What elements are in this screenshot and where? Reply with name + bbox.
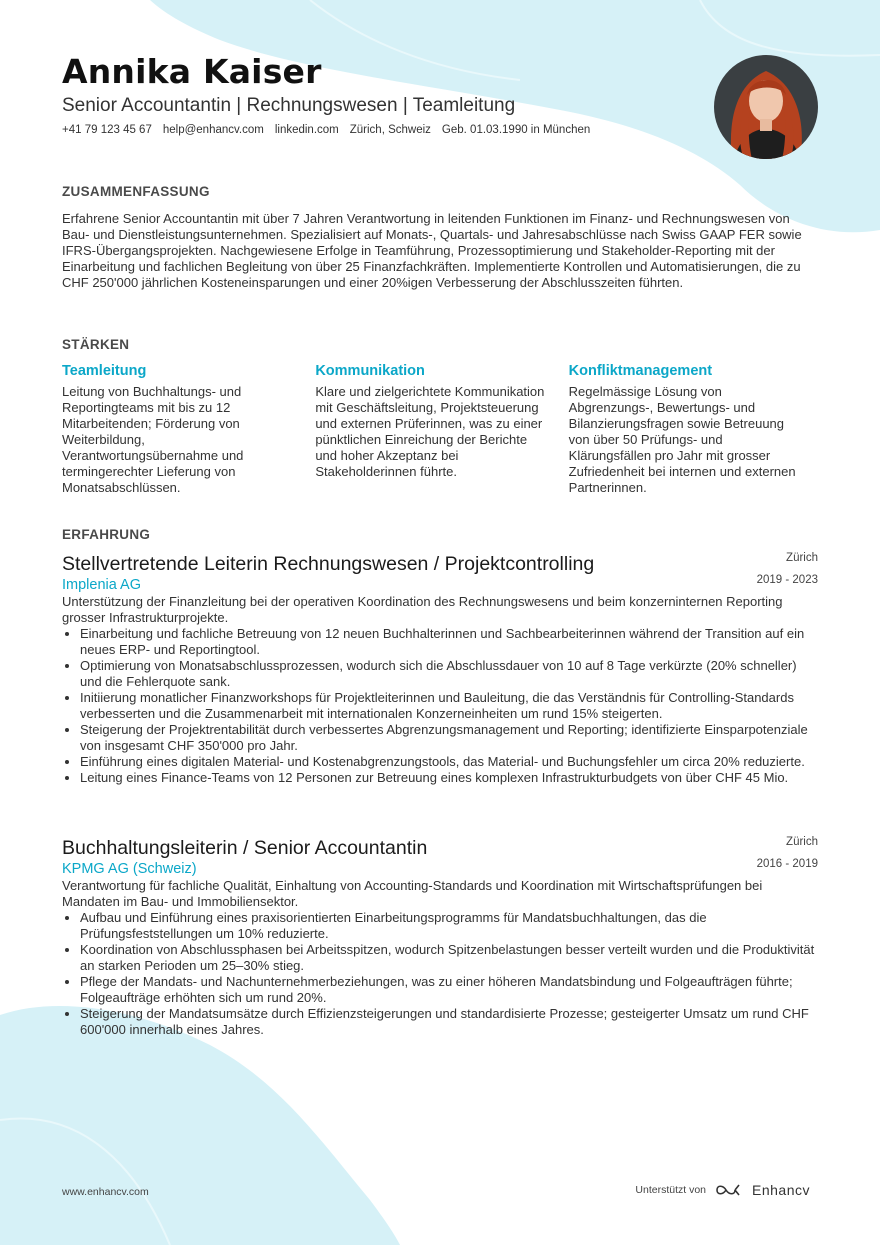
summary-title: ZUSAMMENFASSUNG [62, 184, 210, 199]
contact-email[interactable]: help@enhancv.com [162, 124, 264, 136]
job-dates: 2016 - 2019 [756, 858, 818, 870]
experience-title: ERFAHRUNG [62, 527, 151, 542]
contact-row [62, 124, 702, 136]
strength-title: Teamleitung [62, 363, 147, 379]
candidate-subtitle: Senior Accountantin | Rechnungswesen | Teamleitung [62, 95, 516, 116]
job-bullet: • Einarbeitung und fachliche Betreuung von 12 neuen Buchhalterinnen und Sachbearbeiterinnen während der Transition auf ein neues ERP- und Reportingtool. [80, 626, 820, 658]
contact-location: Zürich, Schweiz [349, 124, 431, 136]
job-title: Stellvertretende Leiterin Rechnungswesen / Projektcontrolling [62, 553, 595, 575]
strength-item [315, 362, 568, 496]
job-bullet: • Einführung eines digitalen Material- und Kostenabgrenzungstools, das Material- und Buchungsfehler um circa 20% reduzierte. [80, 754, 820, 770]
job-title: Buchhaltungsleiterin / Senior Accountantin [62, 837, 428, 859]
job-bullet: • Leitung eines Finance-Teams von 12 Personen zur Betreuung eines komplexen Infrastrukturbudgets von über CHF 45 Mio. [80, 770, 820, 786]
resume-header [62, 52, 702, 136]
strength-title: Konfliktmanagement [568, 363, 713, 379]
strength-item [569, 362, 822, 496]
job-location: Zürich [786, 552, 818, 564]
contact-birth: Geb. 01.03.1990 in München [441, 124, 591, 136]
enhancv-logo-icon [714, 1182, 744, 1198]
job-bullet: • Steigerung der Projektrentabilität durch verbessertes Abgrenzungsmanagement und Reporting; identifizierte Einsparpotenziale von insgesamt CHF 350'000 pro Jahr. [80, 722, 820, 754]
job-bullets [62, 910, 820, 1038]
job-description: Unterstützung der Finanzleitung bei der operativen Koordination des Rechnungswesens und beim konzerninternen Reporting grosser Infrastrukturprojekte. [62, 594, 783, 625]
job-location: Zürich [786, 836, 818, 848]
strength-text: Klare und zielgerichtete Kommunikation mit Geschäftsleitung, Projektsteuerung und externen Prüferinnen, was zu einer pünktlichen Einreichung der Berichte und hoher Akzeptanz bei Stakeholderinnen führte. [315, 384, 545, 479]
job-dates: 2019 - 2023 [756, 574, 818, 586]
job-company: KPMG AG (Schweiz) [62, 861, 197, 877]
brand-name[interactable]: Enhancv [752, 1182, 810, 1198]
strengths-list [62, 362, 822, 496]
avatar [714, 55, 818, 159]
strengths-section [62, 336, 820, 354]
job-bullet: • Pflege der Mandats- und Nachunternehmerbeziehungen, was zu einer höheren Mandatsbindung und Folgeaufträgen führte; Folgeaufträge erhöhten sich um rund 20%. [80, 974, 820, 1006]
strength-text: Regelmässige Lösung von Abgrenzungs-, Bewertungs- und Bilanzierungsfragen sowie Betreuung von über 50 Prüfungs- und Klärungsfällen pro Jahr mit grosser Zufriedenheit bei internen und externen Partnerinnen. [568, 384, 796, 495]
experience-section [62, 526, 820, 544]
powered-by-text: Unterstützt von [635, 1184, 707, 1196]
job-bullets [62, 626, 820, 786]
summary-text: Erfahrene Senior Accountantin mit über 7 Jahren Verantwortung in leitenden Funktionen im Finanz- und Rechnungswesen von Bau- und Dienstleistungsunternehmen. Spezialisiert auf Monats-, Quartals- und Jahresabschlüsse nach Swiss GAAP FER sowie IFRS-Übergangsprojekten. Nachgewiesene Erfolge in Teamführung, Prozessoptimierung und Stakeholder-Reporting mit der Einarbeitung und fachlichen Begleitung von über 25 Finanzfachkräften. Implementierte Kontrollen und Automatisierungen, die zu CHF 250'000 jährlichen Kosteneinsparungen und einer 20%igen Verbesserung der Abschlusszeiten führten. [62, 211, 802, 290]
strength-text: Leitung von Buchhaltungs- und Reportingteams mit bis zu 12 Mitarbeitenden; Förderung von Weiterbildung, Verantwortungsübernahme und termingerechter Lieferung von Monatsabschlüssen. [62, 384, 244, 495]
strength-item [62, 362, 315, 496]
job-bullet: • Steigerung der Mandatsumsätze durch Effizienzsteigerungen und standardisierte Prozesse; gesteigerter Umsatz um rund CHF 600'000 innerhalb eines Jahres. [80, 1006, 820, 1038]
contact-phone: +41 79 123 45 67 [62, 124, 152, 136]
job-company: Implenia AG [62, 577, 141, 593]
footer-website[interactable]: www.enhancv.com [62, 1186, 149, 1198]
job-bullet: • Aufbau und Einführung eines praxisorientierten Einarbeitungsprogramms für Mandatsbuchhaltungen, das die Prüfungsfeststellungen um 10% reduzierte. [80, 910, 820, 942]
job-entry [62, 836, 820, 1038]
footer-branding [635, 1182, 810, 1198]
job-entry [62, 552, 820, 786]
job-description: Verantwortung für fachliche Qualität, Einhaltung von Accounting-Standards und Koordination mit Wirtschaftsprüfungen bei Mandaten im Bau- und Immobiliensektor. [62, 878, 763, 909]
job-bullet: • Koordination von Abschlussphasen bei Arbeitsspitzen, wodurch Spitzenbelastungen besser verteilt wurden und die Produktivität an starken Perioden um 25–30% stieg. [80, 942, 820, 974]
summary-section [62, 183, 820, 291]
job-bullet: • Initiierung monatlicher Finanzworkshops für Projektleiterinnen und Bauleitung, die das Verständnis für Controlling-Standards verbesserten und die Zusammenarbeit mit internationalen Konzerneinheiten um rund 15% steigerten. [80, 690, 820, 722]
strengths-title: STÄRKEN [62, 337, 130, 352]
strength-title: Kommunikation [315, 363, 425, 379]
candidate-name: Annika Kaiser [62, 52, 322, 91]
job-bullet: • Optimierung von Monatsabschlussprozessen, wodurch sich die Abschlussdauer von 10 auf 8 Tage verkürzte (20% schneller) und die Fehlerquote sank. [80, 658, 820, 690]
contact-linkedin[interactable]: linkedin.com [274, 124, 339, 136]
